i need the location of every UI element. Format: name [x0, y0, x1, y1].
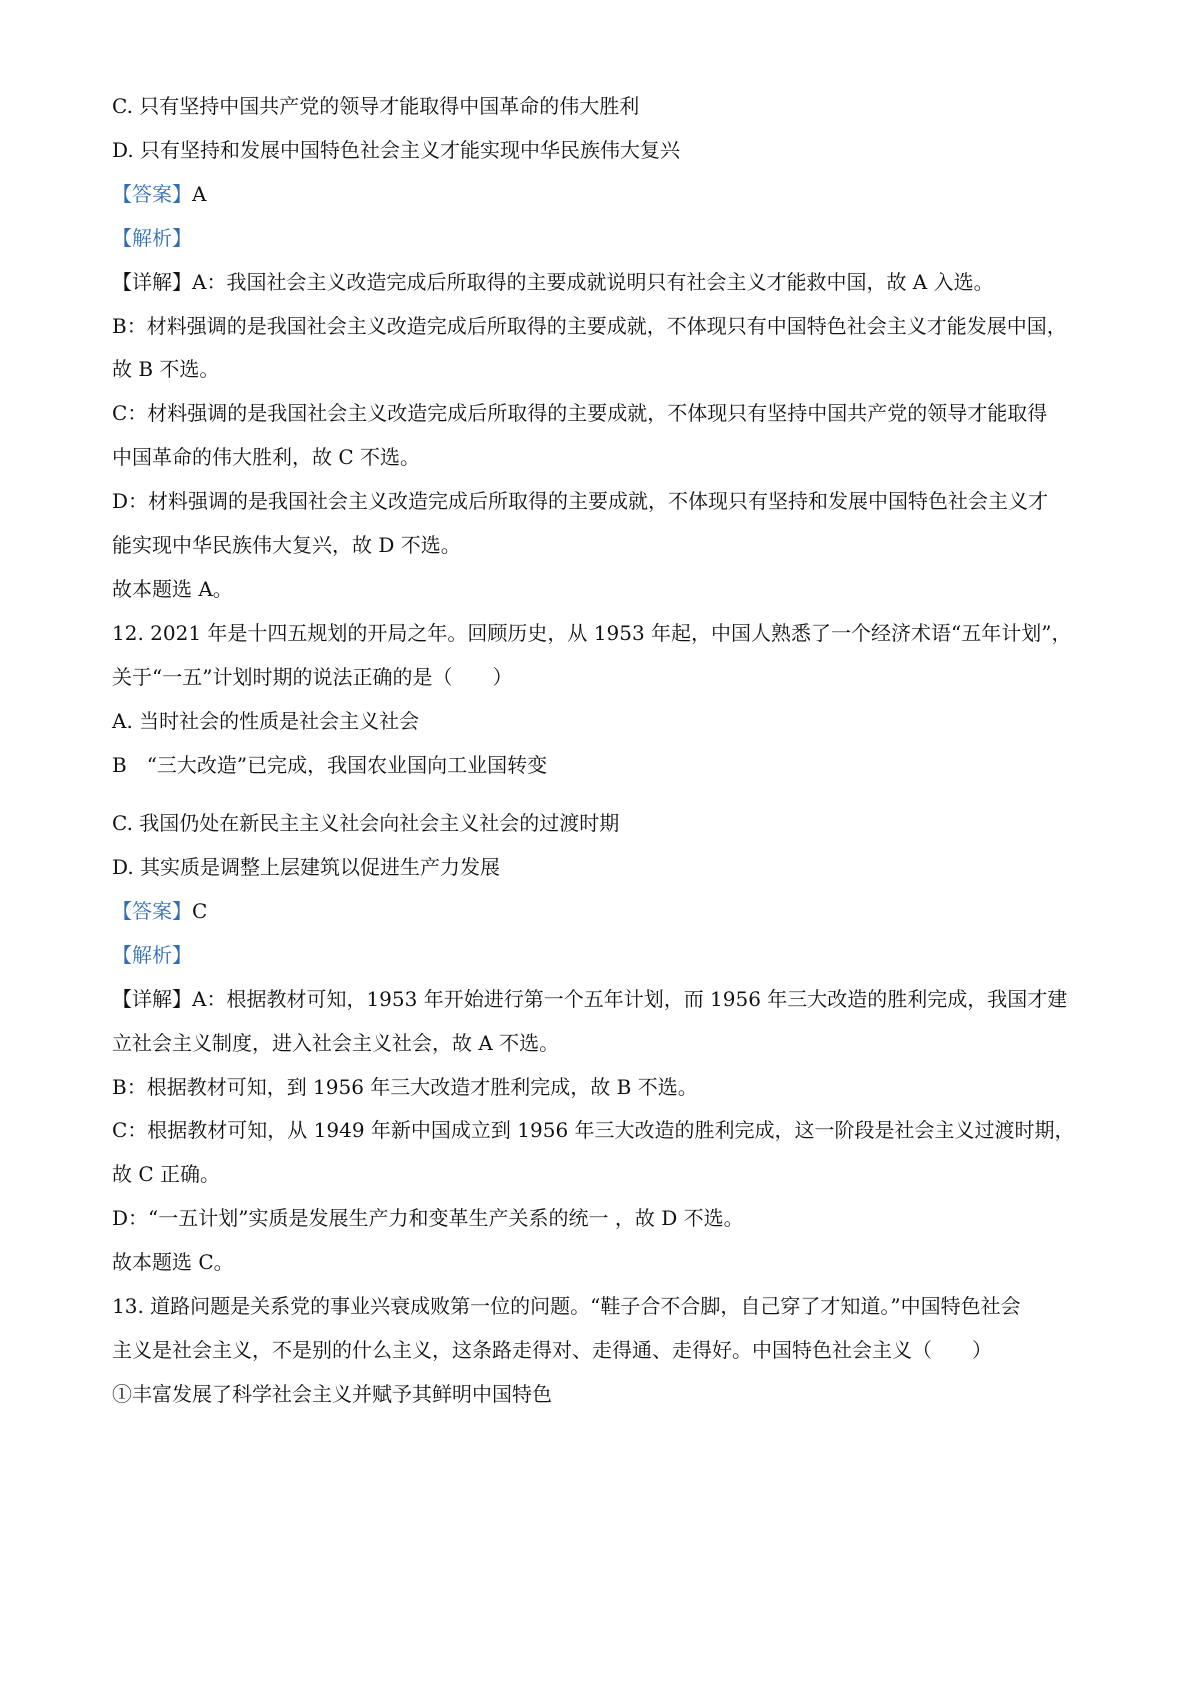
q11-detail-a [112, 268, 1102, 296]
answer-label: 【答案】 [112, 899, 192, 923]
q12-detail-a-line2: 立社会主义制度，进入社会主义社会，故 A 不选。 [112, 1031, 560, 1055]
q12-option-b: B “三大改造”已完成，我国农业国向工业国转变 [112, 753, 548, 777]
q12-detail-c-line2: 故 C 正确。 [112, 1162, 221, 1186]
q11-option-c: C. 只有坚持中国共产党的领导才能取得中国革命的伟大胜利 [112, 94, 640, 118]
q12-option-a: A. 当时社会的性质是社会主义社会 [112, 709, 420, 733]
answer-value: A [192, 182, 207, 206]
q11-detail-b-line2: 故 B 不选。 [112, 357, 220, 381]
q12-detail-d: D：“一五计划”实质是发展生产力和变革生产关系的统一 ，故 D 不选。 [112, 1206, 744, 1230]
q11-detail-d-line2: 能实现中华民族伟大复兴，故 D 不选。 [112, 533, 461, 557]
detail-label: 【详解】 [112, 270, 192, 294]
q11-conclusion: 故本题选 A。 [112, 577, 233, 601]
detail-a-text: A：我国社会主义改造完成后所取得的主要成就说明只有社会主义才能救中国，故 A 入选。 [192, 270, 994, 294]
q11-analysis-label: 【解析】 [112, 226, 192, 250]
q12-detail-b: B：根据教材可知，到 1956 年三大改造才胜利完成，故 B 不选。 [112, 1075, 698, 1099]
q12-option-c: C. 我国仍处在新民主主义社会向社会主义社会的过渡时期 [112, 811, 620, 835]
q12-option-d: D. 其实质是调整上层建筑以促进生产力发展 [112, 855, 501, 879]
q11-detail-c-line2: 中国革命的伟大胜利，故 C 不选。 [112, 445, 421, 469]
q12-conclusion: 故本题选 C。 [112, 1250, 234, 1274]
q13-stem-line1: 13. 道路问题是关系党的事业兴衰成败第一位的问题。“鞋子合不合脚，自己穿了才知道。”中国特色社会 [112, 1294, 1021, 1318]
answer-label: 【答案】 [112, 182, 192, 206]
q12-analysis-label: 【解析】 [112, 943, 192, 967]
detail-label: 【详解】 [112, 987, 192, 1011]
q12-detail-a-line1 [112, 985, 1102, 1013]
q11-detail-d-line1: D：材料强调的是我国社会主义改造完成后所取得的主要成就，不体现只有坚持和发展中国特色社会主义才 [112, 489, 1049, 513]
q13-item-1: ①丰富发展了科学社会主义并赋予其鲜明中国特色 [112, 1382, 552, 1406]
answer-value: C [192, 899, 208, 923]
q11-detail-c-line1: C：材料强调的是我国社会主义改造完成后所取得的主要成就，不体现只有坚持中国共产党的领导才能取得 [112, 401, 1048, 425]
detail-a-text: A：根据教材可知，1953 年开始进行第一个五年计划，而 1956 年三大改造的胜利完成，我国才建 [192, 987, 1068, 1011]
q12-stem-line2: 关于“一五”计划时期的说法正确的是（ ） [112, 665, 513, 689]
q11-option-d: D. 只有坚持和发展中国特色社会主义才能实现中华民族伟大复兴 [112, 138, 681, 162]
q11-answer [112, 180, 1102, 208]
q11-detail-b-line1: B：材料强调的是我国社会主义改造完成后所取得的主要成就，不体现只有中国特色社会主义才能发展中国， [112, 314, 1067, 338]
q12-detail-c-line1: C：根据教材可知，从 1949 年新中国成立到 1956 年三大改造的胜利完成，这一阶段是社会主义过渡时期， [112, 1118, 1075, 1142]
q13-stem-line2: 主义是社会主义，不是别的什么主义，这条路走得对、走得通、走得好。中国特色社会主义（ ） [112, 1338, 992, 1362]
q12-answer [112, 897, 1102, 925]
q12-stem-line1: 12. 2021 年是十四五规划的开局之年。回顾历史，从 1953 年起，中国人熟悉了一个经济术语“五年计划”， [112, 621, 1072, 645]
